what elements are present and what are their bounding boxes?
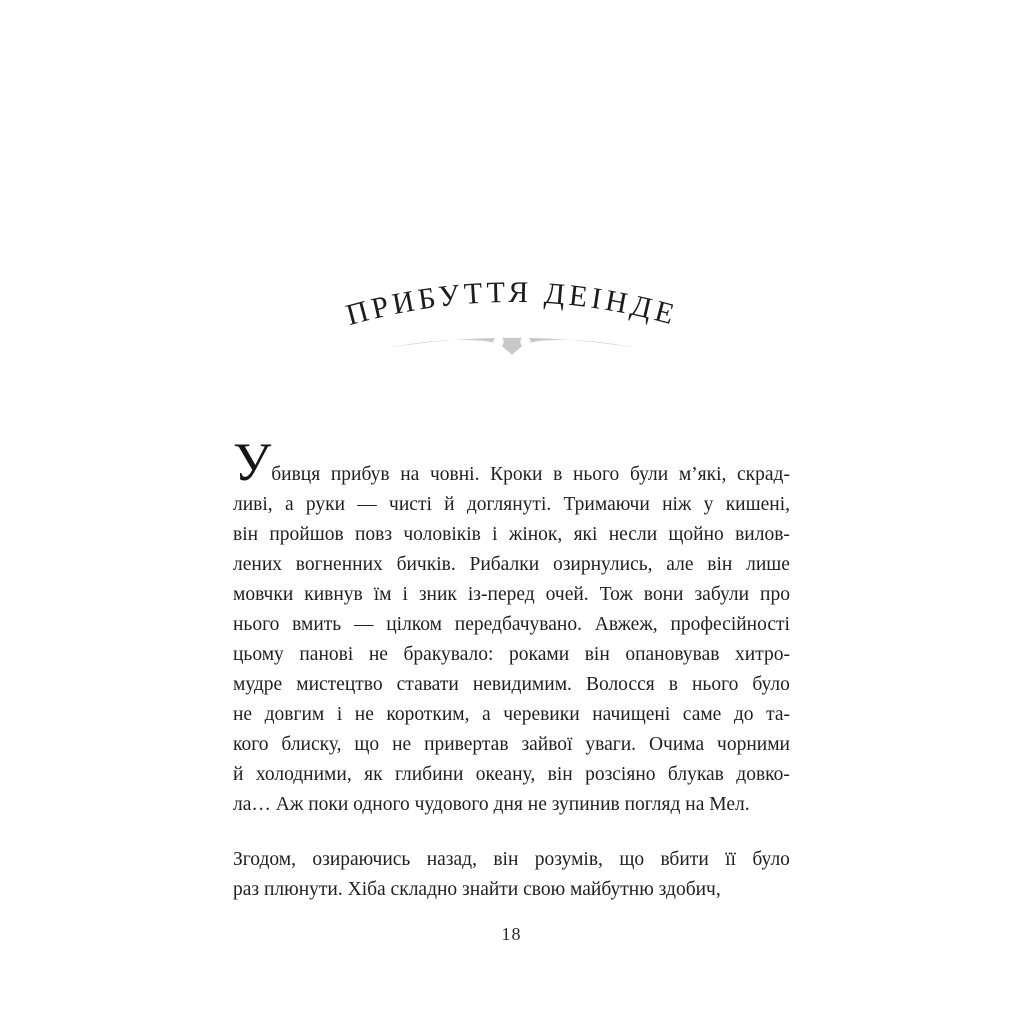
body-line: Убивця прибув на човні. Кроки в нього були м’які, скрад-	[233, 432, 790, 492]
body-text	[233, 432, 790, 905]
body-line: Згодом, озираючись назад, він розумів, що вбити її було	[233, 849, 790, 870]
wing-ornament-icon	[387, 331, 637, 358]
body-line: він пройшов повз чоловіків і жінок, які несли щойно вилов-	[233, 524, 790, 545]
body-line: лених вогненних бичків. Рибалки озирнулись, але він лише	[233, 554, 790, 575]
body-line: й холодними, як глибини океану, він розсіяно блукав довко-	[233, 764, 790, 785]
body-line: ла… Аж поки одного чудового дня не зупинив погляд на Мел.	[233, 794, 750, 815]
page-number: 18	[501, 924, 522, 944]
paragraph-2	[233, 845, 790, 905]
body-line: мудре мистецтво ставати невидимим. Волосся в нього було	[233, 674, 790, 695]
body-line: мовчки кивнув їм і зник із-перед очей. Тож вони забули про	[233, 584, 790, 605]
body-line: кого блиску, що не привертав зайвої уваги. Очима чорними	[233, 734, 790, 755]
body-line: цьому панові не бракувало: роками він опановував хитро-	[233, 644, 790, 665]
paragraph-1	[233, 432, 790, 820]
drop-cap: У	[233, 432, 272, 492]
body-line: ливі, а руки — чисті й доглянуті. Тримаючи ніж у кишені,	[233, 494, 790, 515]
body-line: нього вмить — цілком передбачувано. Авжеж, професійності	[233, 614, 790, 635]
body-line: не довгим і не коротким, а черевики начищені саме до та-	[233, 704, 790, 725]
chapter-title-text: ПРИБУТТЯ ДЕІНДЕ	[342, 275, 682, 333]
body-line: раз плюнути. Хіба складно знайти свою майбутню здобич,	[233, 879, 721, 900]
